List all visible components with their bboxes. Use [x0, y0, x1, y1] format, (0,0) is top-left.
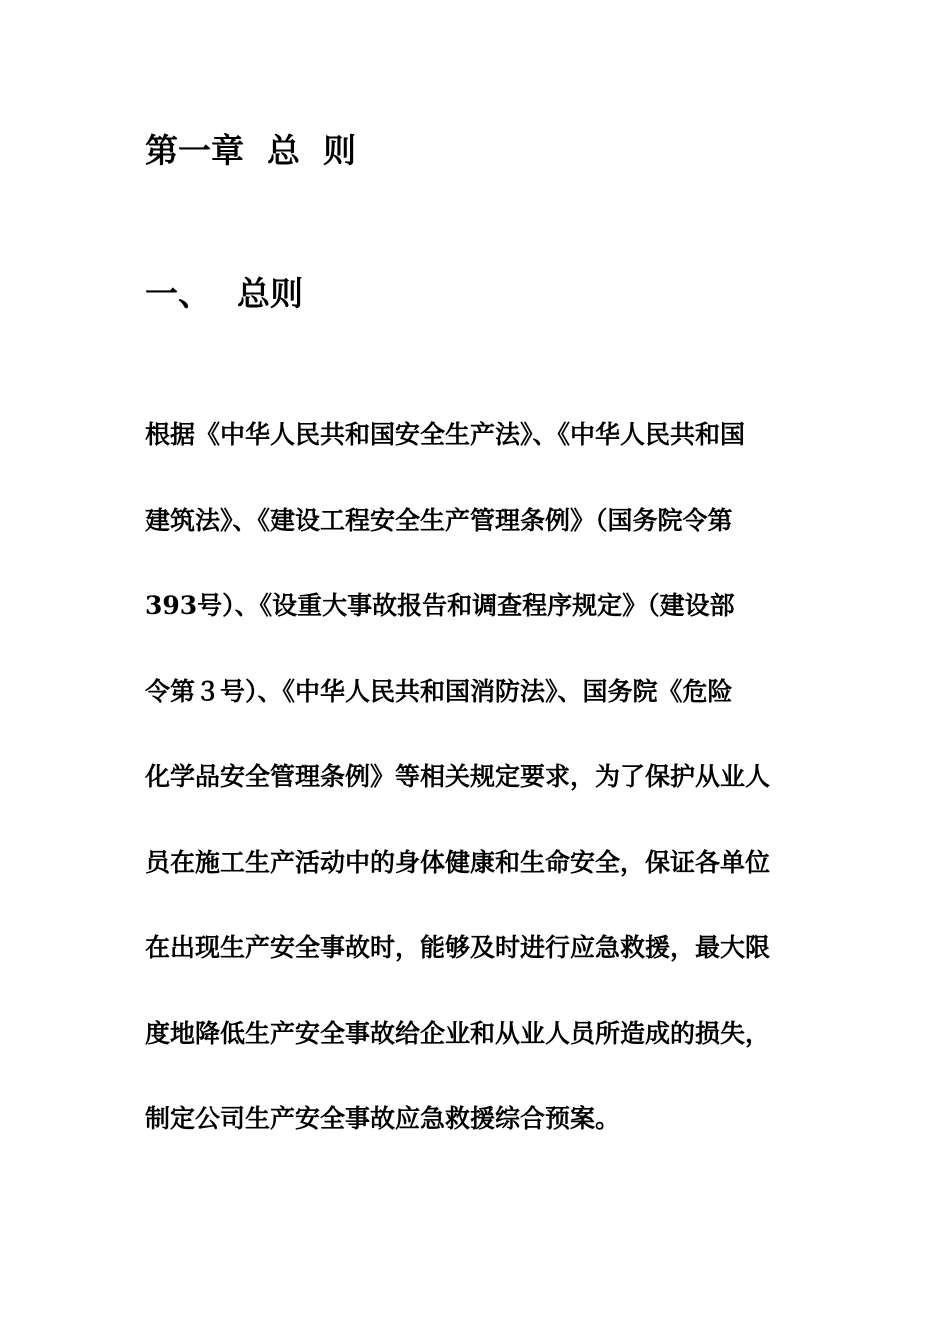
body-paragraph	[145, 413, 810, 1183]
section-heading	[145, 271, 303, 317]
section-title: 总则	[237, 274, 303, 313]
chapter-title: 第一章 总 则	[145, 131, 356, 170]
paragraph-line: 在出现生产安全事故时，能够及时进行应急救援，最大限	[145, 933, 771, 962]
paragraph-line: 393号）、《设重大事故报告和调查程序规定》（建设部	[145, 591, 735, 620]
paragraph-line: 令第３号）、《中华人民共和国消防法》、国务院《危险	[145, 676, 733, 706]
section-number: 一、	[145, 274, 211, 313]
paragraph-line: 制定公司生产安全事故应急救援综合预案。	[145, 1104, 621, 1133]
paragraph-line: 建筑法》、《建设工程安全生产管理条例》（国务院令第	[145, 505, 733, 535]
paragraph-line: 度地降低生产安全事故给企业和从业人员所造成的损失，	[145, 1018, 771, 1048]
paragraph-line: 化学品安全管理条例》等相关规定要求，为了保护从业人	[145, 762, 771, 791]
paragraph-line: 员在施工生产活动中的身体健康和生命安全，保证各单位	[145, 847, 771, 877]
paragraph-line: 根据《中华人民共和国安全生产法》、《中华人民共和国	[145, 420, 746, 449]
